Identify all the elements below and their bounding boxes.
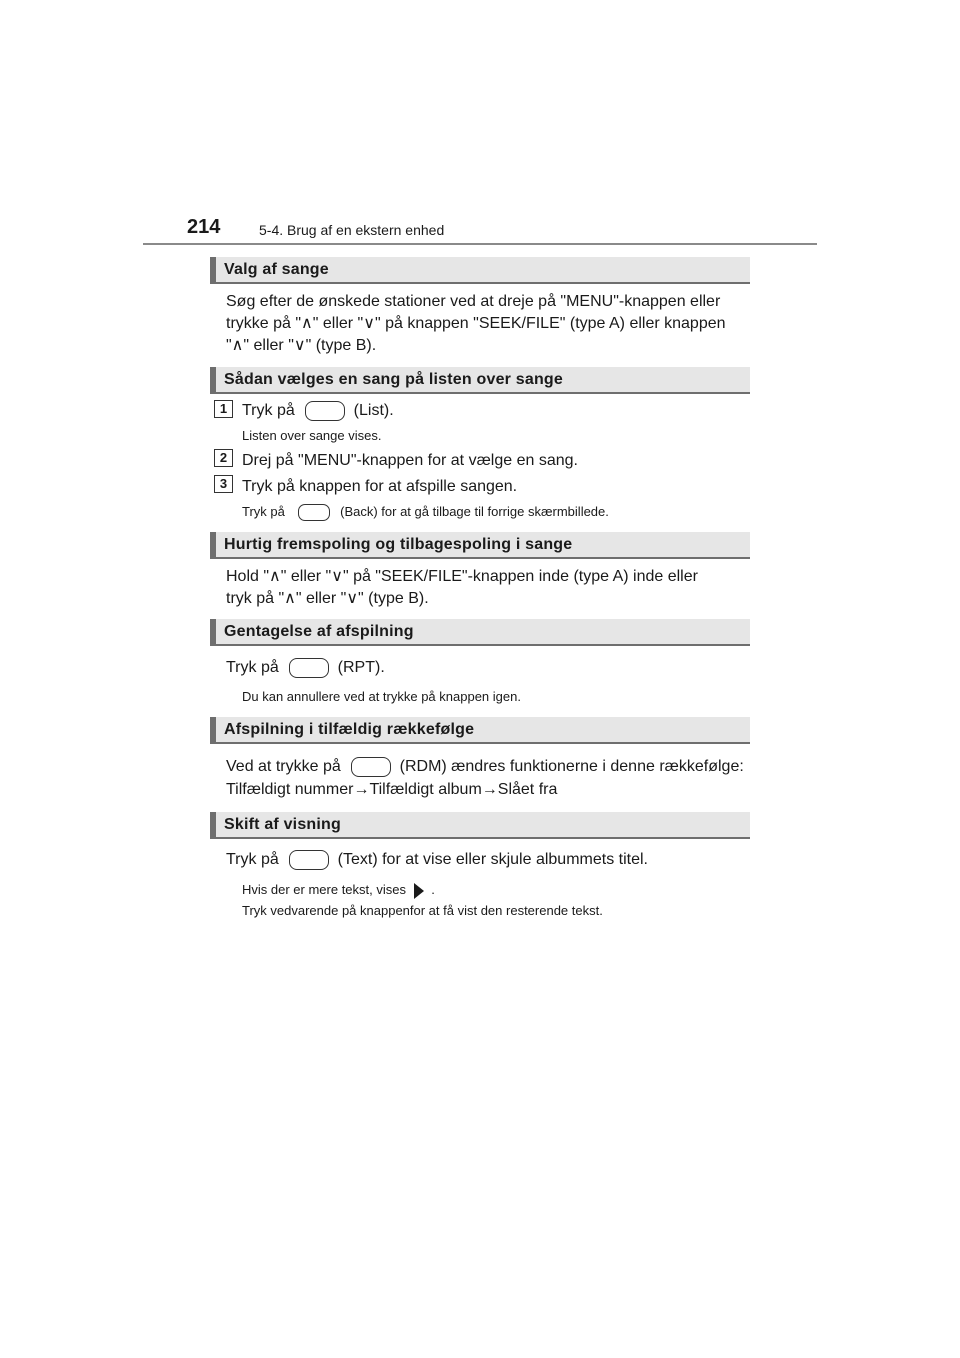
display-text [226, 849, 648, 870]
step-1-post: (List). [353, 402, 394, 419]
step-2-text: Drej på "MENU"-knappen for at vælge en sang. [242, 452, 578, 469]
chapter-title: 5-4. Brug af en ekstern enhed [259, 222, 445, 238]
section-title: Gentagelse af afspilning [224, 623, 414, 640]
step-3-note [242, 504, 609, 521]
section-heading-repeat [210, 619, 750, 646]
step-number-2: 2 [214, 449, 233, 467]
section-heading-song-list [210, 367, 750, 394]
more-text-arrow-icon [414, 883, 424, 899]
section-marker [210, 717, 216, 742]
step-1-note: Listen over sange vises. [242, 428, 382, 443]
step-3-note-pre: Tryk på [242, 504, 285, 519]
display-pre: Tryk på [226, 851, 279, 868]
step-3-text: Tryk på knappen for at afspille sangen. [242, 478, 518, 495]
random-line-1 [226, 756, 744, 777]
paragraph-line: tryk på "∧" eller "∨" (type B). [226, 590, 429, 607]
paragraph-line: trykke på "∧" eller "∨" på knappen "SEEK/FILE" (type A) eller knappen [226, 315, 726, 332]
section-marker [210, 532, 216, 557]
section-heading-fast-forward [210, 532, 750, 559]
text-button-icon [289, 850, 329, 870]
section-title: Hurtig fremspoling og tilbagespoling i sange [224, 536, 573, 553]
rpt-button-icon [289, 658, 329, 678]
rdm-button-icon [351, 757, 391, 777]
random-line-2: Tilfældigt nummer→Tilfældigt album→Slået fra [226, 781, 558, 798]
display-note-1-post: . [431, 882, 435, 897]
section-title: Valg af sange [224, 261, 329, 278]
list-button-icon [305, 401, 345, 421]
section-heading-random [210, 717, 750, 744]
repeat-post: (RPT). [337, 659, 385, 676]
random-post: (RDM) ændres funktionerne i denne rækkefølge: [399, 758, 744, 775]
section-heading-display [210, 812, 750, 839]
paragraph-line: Hold "∧" eller "∨" på "SEEK/FILE"-knappen inde (type A) inde eller [226, 568, 698, 585]
section-title: Sådan vælges en sang på listen over sange [224, 371, 563, 388]
step-3-note-post: (Back) for at gå tilbage til forrige skærmbillede. [340, 504, 609, 519]
section-marker [210, 257, 216, 282]
paragraph-line: "∧" eller "∨" (type B). [226, 337, 377, 354]
paragraph-line: Søg efter de ønskede stationer ved at dreje på "MENU"-knappen eller [226, 293, 721, 310]
section-marker [210, 367, 216, 392]
repeat-pre: Tryk på [226, 659, 279, 676]
step-number-1: 1 [214, 400, 233, 418]
display-note-2: Tryk vedvarende på knappenfor at få vist den resterende tekst. [242, 903, 603, 918]
repeat-note: Du kan annullere ved at trykke på knappen igen. [242, 689, 521, 704]
display-post: (Text) for at vise eller skjule albummets titel. [337, 851, 648, 868]
back-button-icon [298, 504, 330, 521]
section-title: Afspilning i tilfældig rækkefølge [224, 721, 475, 738]
step-number-3: 3 [214, 475, 233, 493]
step-1-pre: Tryk på [242, 402, 295, 419]
repeat-text [226, 657, 385, 678]
page-number: 214 [187, 216, 221, 238]
header-divider [143, 243, 817, 245]
section-heading-valg-af-sange [210, 257, 750, 284]
section-marker [210, 812, 216, 837]
random-pre: Ved at trykke på [226, 758, 341, 775]
display-note-1-pre: Hvis der er mere tekst, vises [242, 882, 406, 897]
section-marker [210, 619, 216, 644]
section-title: Skift af visning [224, 816, 341, 833]
step-1-text [242, 400, 394, 421]
display-note-1 [242, 882, 435, 899]
